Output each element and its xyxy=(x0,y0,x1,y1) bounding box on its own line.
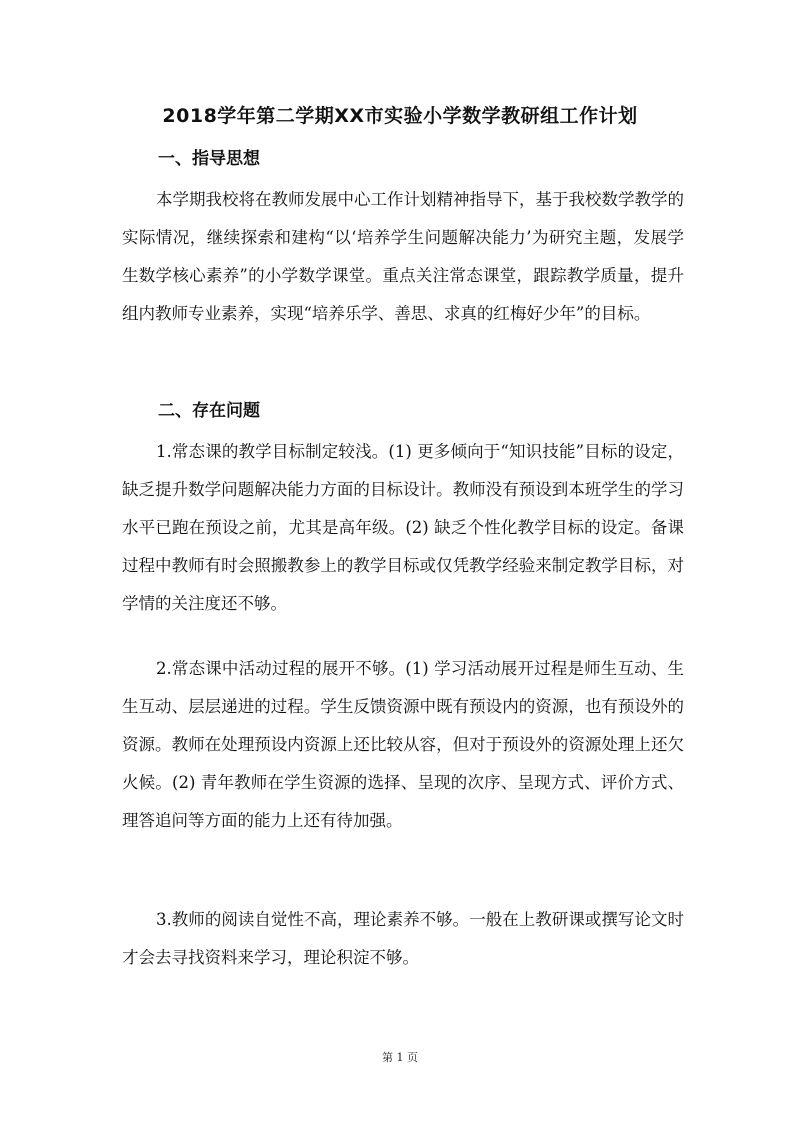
document-title: 2018学年第二学期XX市实验小学数学教研组工作计划 xyxy=(162,105,638,127)
section-heading-existing-problems: 二、存在问题 xyxy=(158,401,260,421)
paragraph-guiding-ideology: 本学期我校将在教师发展中心工作计划精神指导下，基于我校数学教学的实际情况，继续探索和建构“以‘培养学生问题解决能力’为研究主题，发展学生数学核心素养”的小学数学课堂。重点关注常态课堂，跟踪教学质量，提升组内教师专业素养，实现“培养乐学、善思、求真的红梅好少年”的目标。 xyxy=(122,190,684,323)
section-heading-guiding-ideology: 一、指导思想 xyxy=(158,149,260,169)
page-number-footer: 第 1 页 xyxy=(382,1051,418,1064)
paragraph-problem-2: 2.常态课中活动过程的展开不够。(1) 学习活动展开过程是师生互动、生生互动、层层递进的过程。学生反馈资源中既有预设内的资源，也有预设外的资源。教师在处理预设内资源上还比较从容，但对于预设外的资源处理上还欠火候。(2) 青年教师在学生资源的选择、呈现的次序、呈现方式、评价方式、理答追问等方面的能力上还有待加强。 xyxy=(122,659,684,830)
paragraph-problem-1: 1.常态课的教学目标制定较浅。(1) 更多倾向于“知识技能”目标的设定，缺乏提升数学问题解决能力方面的目标设计。教师没有预设到本班学生的学习水平已跑在预设之前，尤其是高年级。(2) 缺乏个性化教学目标的设定。备课过程中教师有时会照搬教参上的教学目标或仅凭教学经验来制定教学目标，对学情的关注度还不够。 xyxy=(122,442,684,613)
paragraph-problem-3: 3.教师的阅读自觉性不高，理论素养不够。一般在上教研课或撰写论文时才会去寻找资料来学习，理论积淀不够。 xyxy=(122,910,684,967)
